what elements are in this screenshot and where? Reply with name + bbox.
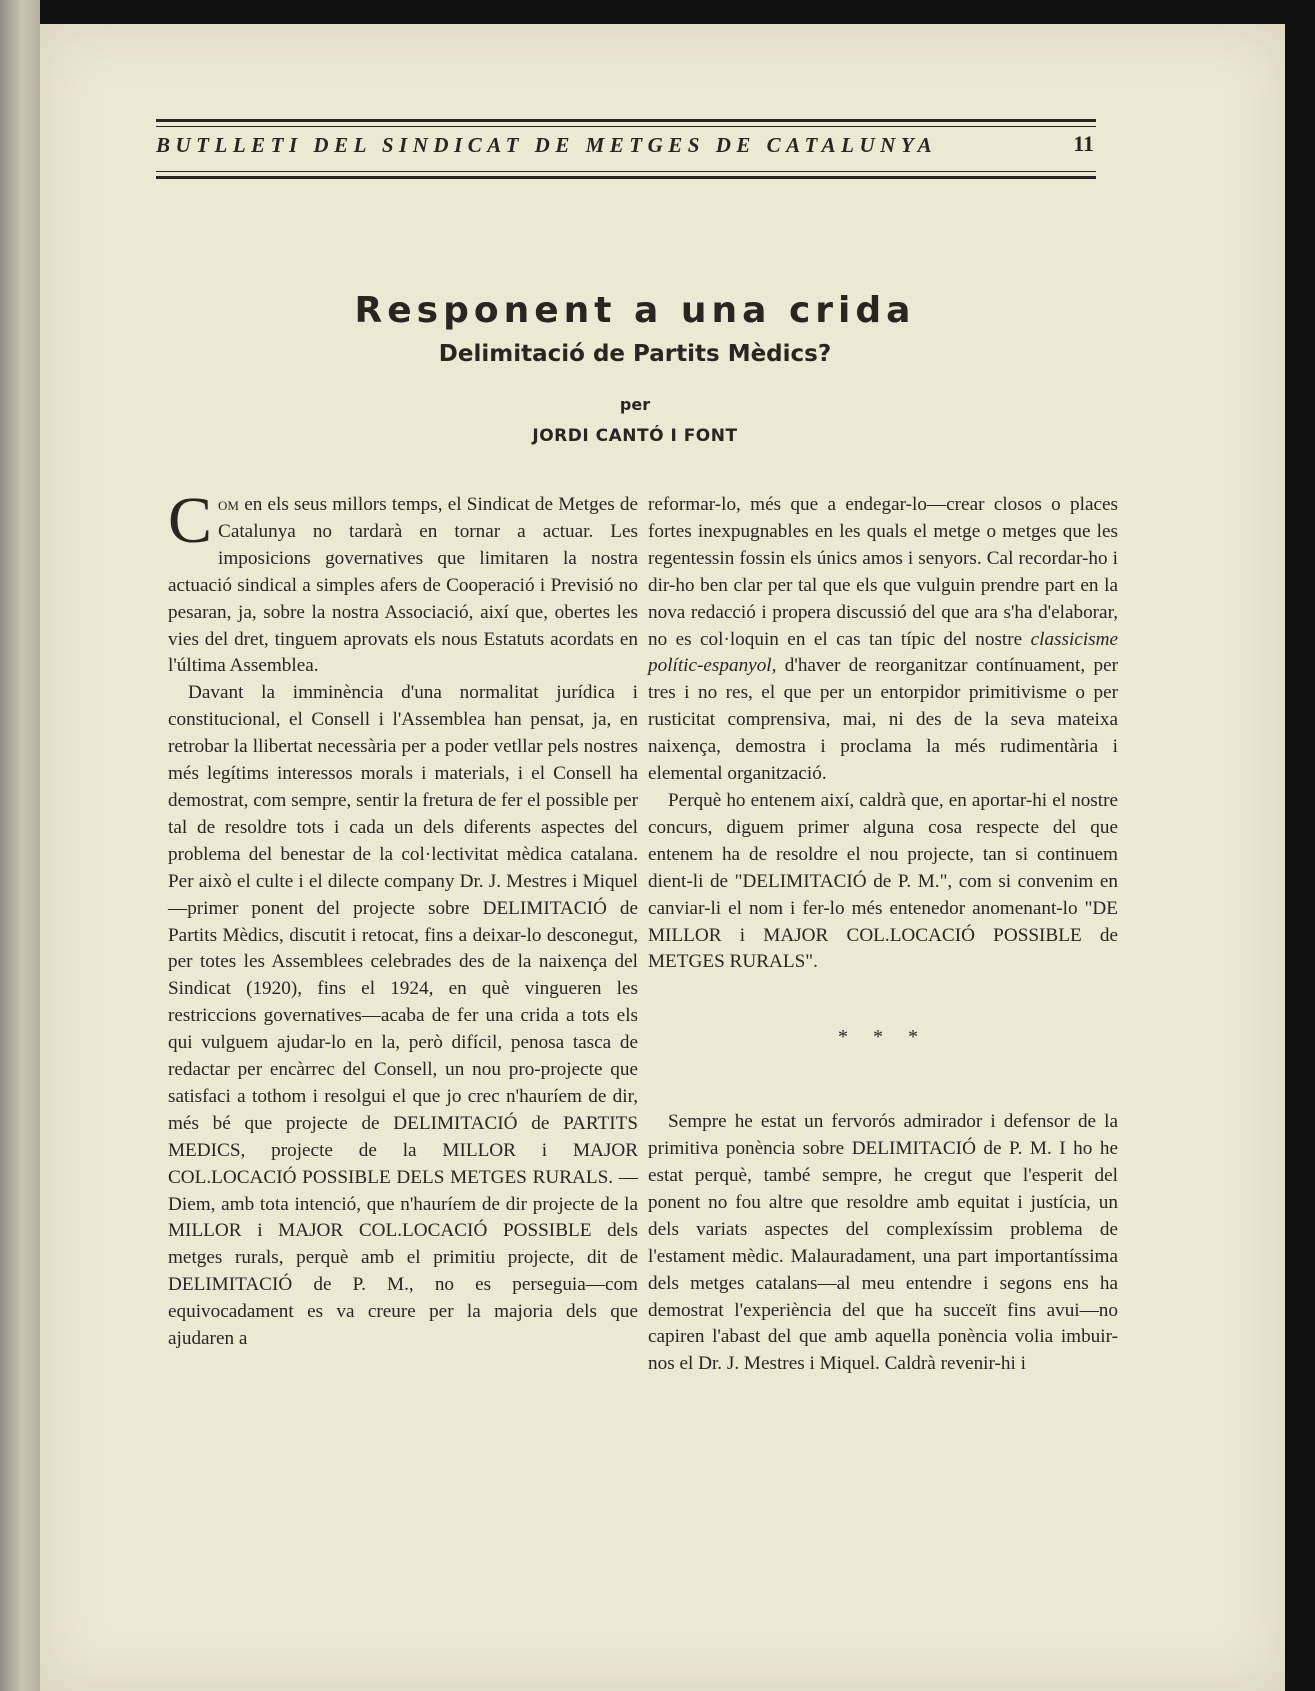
section-separator: * * * (838, 1026, 928, 1049)
paragraph (648, 492, 1118, 788)
opening-smallcaps: om (218, 494, 239, 515)
header-rule-top-thin (156, 126, 1096, 127)
running-title: BUTLLETI DEL SINDICAT DE METGES DE CATALUNYA (156, 133, 938, 157)
page-number: 11 (1073, 131, 1094, 156)
article-author: JORDI CANTÓ I FONT (532, 426, 738, 446)
paragraph: Davant la imminència d'una normalitat jurídica i constitucional, el Consell i l'Assemblea han pensat, ja, en retrobar la llibertat necessària per a poder vetllar pels nostres més legítims interessos morals i materials, i el Consell ha demostrat, com sempre, sentir la fretura de fer el possible per tal de resoldre tots i cada un dels diferents aspectes del problema del benestar de la col·lectivitat mèdica catalana. Per això el culte i el dilecte company Dr. J. Mestres i Miquel—primer ponent del projecte sobre DELIMITACIÓ de Partits Mèdics, discutit i retocat, fins a deixar-lo desconegut, per totes les Assemblees celebrades des de la naixença del Sindicat (1920), fins el 1924, en què vingueren les restriccions governatives—acaba de fer una crida a tots els qui vulguem ajudar-lo en la, però difícil, penosa tasca de redactar per encàrrec del Consell, un nou pro-projecte que satisfaci a tothom i resolgui el que jo crec n'hauríem de dir, més bé que projecte de DELIMITACIÓ de PARTITS MEDICS, projecte de la MILLOR i MAJOR COL.LOCACIÓ POSSIBLE DELS METGES RURALS. — Diem, amb tota intenció, que n'hauríem de dir projecte de la MILLOR i MAJOR COL.LOCACIÓ POSSIBLE dels metges rurals, perquè amb el primitiu projecte, dit de DELIMITACIÓ de P. M., no es perseguia—com equivocadament es va creure per la majoria dels que ajudaren a (168, 682, 638, 1350)
byline-per: per (619, 395, 651, 414)
italic-phrase: classicisme polític-espanyol, (648, 628, 1118, 677)
header-rule-bottom-thin (156, 171, 1096, 172)
right-column (648, 492, 1118, 1378)
paragraph-text: reformar-lo, més que a endegar-lo—crear closos o places fortes inexpugnables en les quals el metge o metges que les regentessin fossin els únics amos i senyors. Cal recordar-ho i dir-ho ben clar per tal que els que vulguin prendre part en la nova redacció i propera discussió del que ara s'ha d'elaborar, no es col·loquin en el cas tan típic del nostre (648, 494, 1118, 650)
article-title-block (120, 290, 1150, 446)
drop-cap: C (168, 484, 213, 557)
article-subtitle: Delimitació de Partits Mèdics? (438, 341, 832, 367)
article-title: Responent a una crida (354, 290, 916, 331)
header-rule-bottom (156, 176, 1096, 179)
header-rule-top (156, 119, 1096, 122)
paragraph: Perquè ho entenem així, caldrà que, en aportar-hi el nostre concurs, diguem primer alguna cosa respecte del que entenem ha de resoldre el nou projecte, tan si continuem dient-li de "DELIMITACIÓ de P. M.", com si convenim en canviar-li el nom i fer-lo més entenedor anomenant-lo "DE MILLOR i MAJOR COL.LOCACIÓ POSSIBLE de METGES RURALS". (648, 789, 1118, 973)
paragraph: Sempre he estat un fervorós admirador i defensor de la primitiva ponència sobre DELIMITACIÓ de P. M. I ho he estat perquè, també sempre, he cregut que l'esperit del ponent no fou altre que resoldre amb equitat i justícia, un dels variats aspectes del complexíssim problema de l'estament mèdic. Malauradament, una part importantíssima dels metges catalans—al meu entendre i segons ens ha demostrat l'experiència del que ha succeït fins avui—no capiren l'abast del que amb aquella ponència volia imbuir-nos el Dr. J. Mestres i Miquel. Caldrà revenir-hi i (648, 1111, 1118, 1375)
left-column (168, 484, 638, 1353)
paragraph-text: en els seus millors temps, el Sindicat de Metges de Catalunya no tardarà en tornar a actuar. Les imposicions governatives que limitaren la nostra actuació sindical a simples afers de Cooperació i Previsió no pesaran, ja, sobre la nostra Associació, així que, obertes les vies del dret, tinguem aprovats els nous Estatuts acordats en l'última Assemblea. (168, 494, 638, 677)
page-header (156, 119, 1096, 189)
paragraph (168, 484, 638, 680)
facing-page-edge (0, 0, 40, 1691)
journal-page (40, 24, 1285, 1691)
paragraph-text: d'haver de reorganitzar contínuament, per tres i no res, el que per un entorpidor primitivisme o per rusticitat comprensiva, mai, ni des de la seva mateixa naixença, demostra i proclama la més rudimentària i elemental organització. (648, 655, 1118, 785)
